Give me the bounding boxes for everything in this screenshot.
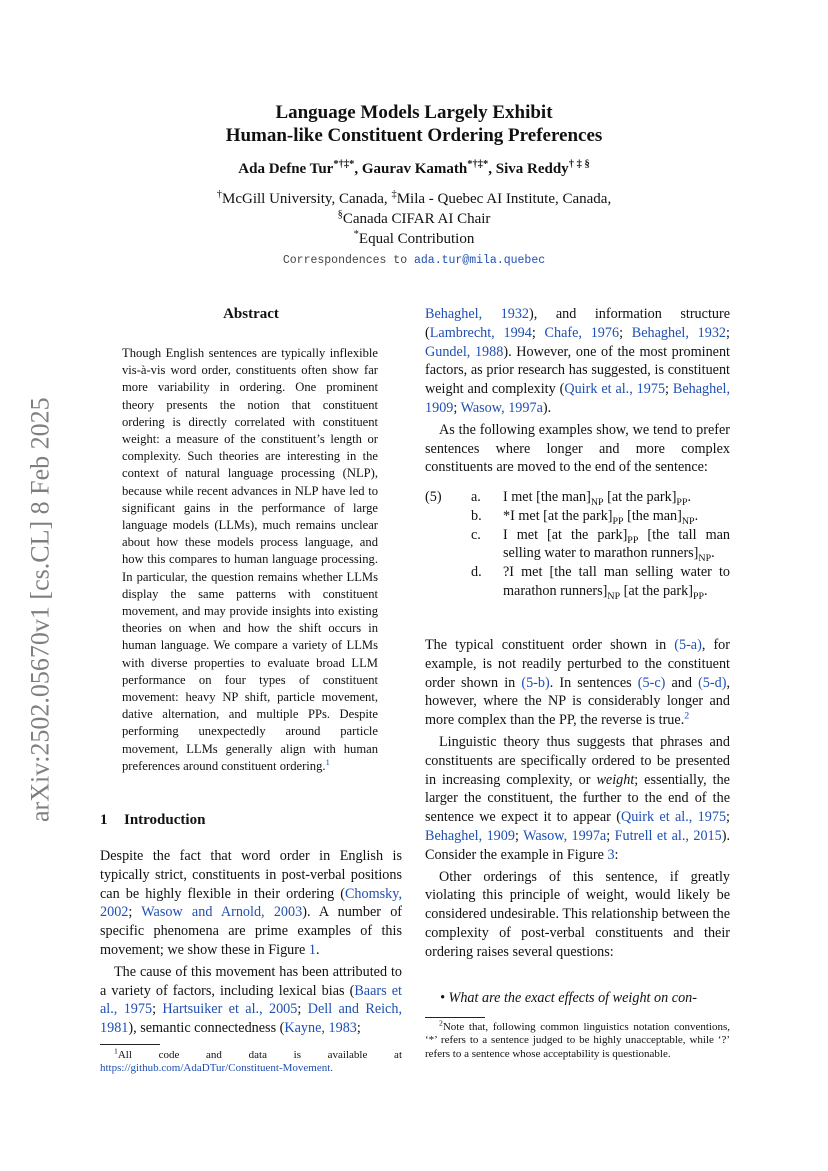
citation-link[interactable]: Dell and Reich, 1981 — [100, 1001, 402, 1037]
arxiv-identifier: arXiv:2502.05670v1 [cs.CL] 8 Feb 2025 — [25, 397, 55, 823]
citation-link[interactable]: Hartsuiker et al., 2005 — [162, 1001, 298, 1018]
correspondence-label: Correspondences to — [282, 254, 414, 267]
example-ref-link[interactable]: (5-a) — [674, 637, 702, 653]
correspondence — [100, 254, 728, 267]
bullet-icon: • — [440, 990, 445, 1006]
paragraph: Despite the fact that word order in English is typically strict, constituents in post-verbal positions can be highly flexible in their ordering (Chomsky, 2002; Wasow and Arnold, 2003). A number of specific phenomena are prime examples of this movement; we show these in Figure 1. — [100, 848, 403, 958]
citation-link[interactable]: Baars et al., 1975 — [100, 982, 402, 1018]
citation-link[interactable]: Wasow and Arnold, 2003 — [141, 904, 303, 921]
affiliation-line — [100, 229, 728, 249]
figure-ref-link[interactable]: 1 — [308, 941, 316, 958]
affil-text: Canada CIFAR AI Chair — [342, 211, 491, 227]
citation-link[interactable]: Chafe, 1976 — [544, 324, 620, 341]
paragraph: Other orderings of this sentence, if greatly violating this principle of weight, would likely be considered undesirable. This relationship between the complexity of post-verbal constituents and their ordering raises several questions: — [425, 868, 730, 960]
citation-link[interactable]: Behaghel, 1932 — [631, 324, 727, 341]
affil-text: Mila - Quebec AI Institute, Canada, — [396, 191, 612, 207]
author-name: Gaurav Kamath — [361, 161, 468, 177]
github-link[interactable]: https://github.com/AdaDTur/Constituent-Movement. — [100, 1062, 334, 1075]
right-column-body — [425, 636, 730, 962]
footnote-rule — [100, 1044, 160, 1045]
footnote-text: $^1$All code and data is available at — [114, 1046, 402, 1061]
abstract-text: Though English sentences are typically inflexible vis-à-vis word order, constituents often show far more variability in ordering. One prominent theory presents the notion that constituent ordering is directly correlated with constituent weight: a measure of the constituent’s length or complexity. Such theories are interesting in the context of natural language processing (NLP), because while recent advances in NLP have led to significant gains in the performance of large language models (LLMs), much remains unclear about how these models process language, and how this compares to human language processing. In particular, the question remains whether LLMs display the same patterns with constituent movement, and may provide insights into existing theories on when and how the shift occurs in human language. We compare a variety of LLMs with diverse properties to evaluate broad LLM performance on four types of constituent movement: heavy NP shift, particle movement, dative alternation, and multiple PPs. Despite performing unexpectedly around particle movement, LLMs generally align with human preferences around constituent ordering. — [122, 346, 378, 773]
paragraph: Linguistic theory thus suggests that phrases and constituents are specifically ordered to be presented in increasing complexity, or weight; essentially, the larger the constituent, the further to the end of the sentence we expect it to appear (Quirk et al., 1975; Behaghel, 1909; Wasow, 1997a; Futrell et al., 2015). Consider the example in Figure 3: — [425, 733, 731, 863]
citation-link[interactable]: Quirk et al., 1975 — [620, 809, 727, 826]
example-item: d. ?I met [the tall man selling water to marathon $runners]_{NP}$ [at the $park]_{PP}$. — [471, 564, 730, 602]
paragraph: As the following examples show, we tend to prefer sentences where longer and more complex constituents are moved to the end of the sentence: — [425, 421, 730, 476]
section-number: 1 — [100, 812, 108, 828]
footnote-ref[interactable]: 2 — [684, 710, 690, 722]
abstract-heading: Abstract — [223, 306, 279, 322]
author-marks: *†‡* — [333, 159, 355, 170]
citation-link[interactable]: Futrell et al., 2015 — [614, 827, 722, 844]
author-name: Siva Reddy — [495, 161, 569, 177]
footnote-text: $^2$Note that, following common linguistics notation conventions, ‘*’ refers to a sentence judged to be highly unacceptable, while ‘?’ refers to a sentence whose acceptability is questionable. — [425, 1018, 730, 1060]
footnote-1 — [100, 1046, 402, 1076]
left-column-body — [100, 847, 402, 1038]
example-item: (5) a. I met [the $man]_{NP}$ [at the $park]_{PP}$. — [425, 489, 692, 508]
paper-title — [100, 101, 728, 147]
example-ref-link[interactable]: (5-c) — [637, 674, 666, 691]
bullet-text: What are the exact effects of weight on con- — [448, 990, 697, 1006]
affiliation-line — [100, 209, 728, 229]
section-title: Introduction — [124, 812, 206, 828]
citation-link[interactable]: Lambrecht, 1994 — [429, 324, 532, 341]
citation-link[interactable]: Quirk et al., 1975 — [564, 381, 666, 398]
example-list — [425, 488, 730, 601]
author-list: Ada Defne Tur*†‡*, Gaurav Kamath*†‡*, Siva Reddy† ‡ § — [238, 159, 590, 177]
title-line-1: Language Models Largely Exhibit — [275, 102, 553, 123]
right-column-top — [425, 305, 730, 477]
affiliation-line — [100, 189, 728, 209]
section-heading — [100, 812, 205, 829]
example-number: (5) — [425, 489, 442, 505]
author-name: Ada Defne Tur — [238, 161, 334, 177]
paragraph: The typical constituent order shown in (5-a), for example, is not readily perturbed to the constituent order shown in (5-b). In sentences (5-c) and (5-d), however, where the NP is considerably longer and more complex than the PP, the reverse is true.$^2$ — [425, 637, 730, 729]
correspondence-email-link[interactable]: ada.tur@mila.quebec — [414, 254, 546, 267]
citation-link[interactable]: Kayne, 1983 — [284, 1020, 357, 1037]
paragraph: The cause of this movement has been attributed to a variety of factors, including lexical bias (Baars et al., 1975; Hartsuiker et al., 2005; Dell and Reich, 1981), semantic connectedness (Kayne, 1983; — [100, 963, 402, 1037]
figure-ref-link[interactable]: 3 — [607, 846, 615, 863]
citation-link[interactable]: Chomsky, 2002 — [100, 885, 402, 921]
citation-link[interactable]: Wasow, 1997a — [523, 827, 607, 844]
bullet-item — [440, 990, 730, 1007]
author-marks: † ‡ § — [568, 159, 590, 170]
footnote-2 — [425, 1018, 730, 1061]
example-item: b. *I met [at the $park]_{PP}$ [the $man]_{NP}$. — [471, 507, 699, 527]
affil-mark: § — [337, 209, 343, 220]
author-marks: *†‡* — [467, 159, 489, 170]
example-ref-link[interactable]: (5-d) — [698, 674, 727, 691]
citation-link[interactable]: Wasow, 1997a — [460, 399, 543, 416]
example-ref-link[interactable]: (5-b) — [521, 674, 550, 691]
title-block — [100, 101, 728, 267]
footnote-ref[interactable]: 1 — [325, 756, 330, 767]
example-item: c. I met [at the $park]_{PP}$ [the tall man selling water to marathon $runners]_{NP}$. — [471, 526, 730, 565]
affil-mark: ‡ — [391, 189, 397, 200]
citation-link[interactable]: Behaghel, 1932 — [425, 306, 530, 322]
abstract-body — [122, 345, 378, 775]
affil-mark: * — [353, 229, 359, 240]
citation-link[interactable]: Behaghel, 1909 — [425, 381, 731, 416]
citation-link[interactable]: Gundel, 1988 — [425, 343, 504, 360]
affil-mark: † — [216, 189, 223, 200]
affil-text: McGill University, Canada, — [222, 191, 392, 207]
paragraph: Behaghel, 1932), and information structure (Lambrecht, 1994; Chafe, 1976; Behaghel, 1932; Gundel, 1988). However, one of the most prominent factors, as prior research has suggested, is constituent weight and complexity (Quirk et al., 1975; Behaghel, 1909; Wasow, 1997a). — [425, 306, 731, 416]
footnote-rule — [425, 1017, 485, 1018]
affiliations — [100, 189, 728, 249]
title-line-2: Human-like Constituent Ordering Preferences — [225, 125, 603, 146]
affil-text: Equal Contribution — [358, 231, 475, 247]
citation-link[interactable]: Behaghel, 1909 — [425, 827, 515, 844]
